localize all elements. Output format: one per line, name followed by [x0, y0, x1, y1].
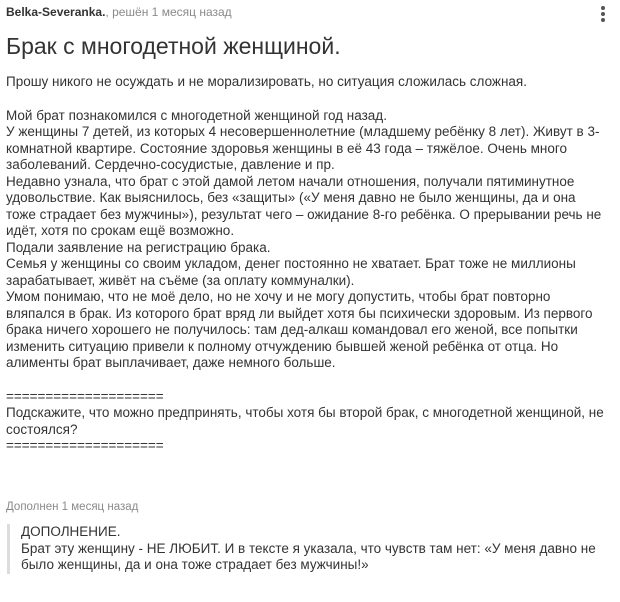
- supplement-meta: Дополнен 1 месяц назад: [6, 501, 139, 513]
- intro-paragraph: Прошу никого не осуждать и не морализировать, но ситуация сложилась сложная.: [6, 74, 527, 89]
- supplement-text: Брат эту женщину - НЕ ЛЮБИТ. И в тексте я указала, что чувств там нет: «У меня давно не было женщины, да и она тоже страдает без мужчины!»: [21, 540, 596, 572]
- more-vertical-icon[interactable]: [600, 6, 606, 24]
- author-name[interactable]: Belka-Severanka.: [6, 5, 106, 19]
- supplement-heading: ДОПОЛНЕНИЕ.: [21, 524, 121, 539]
- question-title: Брак с многодетной женщиной.: [6, 33, 341, 59]
- question-paragraph: Подскажите, что можно предпринять, чтобы хотя бы второй брак, с многодетной женщиной, не состоялся?: [6, 405, 604, 437]
- separator-bottom: ====================: [6, 438, 164, 453]
- story-paragraph: Мой брат познакомился с многодетной женщиной год назад. У женщины 7 детей, из которых 4 несовершеннолетние (младшему ребёнку 8 лет). Живут в 3-комнатной квартире. Состояние здоровья женщины в её 43 года – тяжёлое. Очень много заболеваний. Сердечно-сосудистые, давление и пр. Недавно узнала, что брат с этой дамой летом начали отношения, получали пятиминутное удовольствие. Как выяснилось, без «защиты» («У меня давно не было женщины, да и она тоже страдает без мужчины»), результат чего – ожидание 8-го ребёнка. О прерывании речь не идёт, хотя по срокам ещё возможно. Подали заявление на регистрацию брака. Семья у женщины со своим укладом, денег постоянно не хватает. Брат тоже не миллионы зарабатывает, живёт на съёме (за оплату коммуналки). Умом понимаю, что не моё дело, но не хочу и не могу допустить, чтобы брат повторно вляпался в брак. Из которого брат вряд ли выйдет хотя бы психически здоровым. Из первого брака ничего хорошего не получилось: там дед-алкаш командовал его женой, все попытки изменить ситуацию привели к полному отчуждению бывшей женой ребёнка от отца. Но алименты брат выплачивает, даже немного больше.: [6, 107, 602, 370]
- question-status: , решён 1 месяц назад: [105, 5, 232, 19]
- separator-top: ====================: [6, 388, 164, 404]
- question-meta: [6, 4, 232, 20]
- question-body: [6, 74, 608, 455]
- supplement-block: [7, 524, 620, 574]
